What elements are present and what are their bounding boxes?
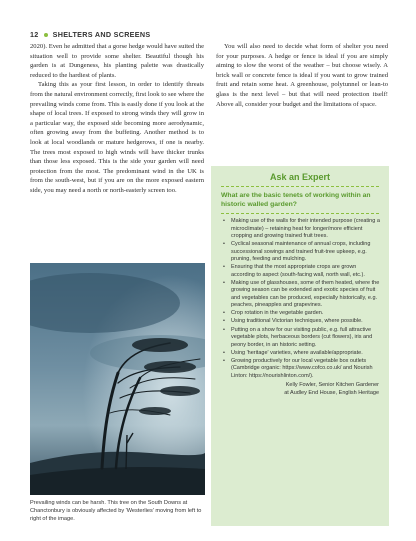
ask-an-expert-box	[211, 166, 389, 526]
list-item: • Crop rotation in the vegetable garden.	[223, 310, 324, 317]
bullet-icon: •	[223, 318, 225, 325]
list-item: • Using 'heritage' varieties, where available/appropriate.	[223, 349, 363, 356]
bullet-icon: •	[223, 241, 225, 248]
paragraph: 2020). Even he admitted that a gorse hedge would have suited the situation well to provide some shelter. Beautiful though his garden is at Dungeness, his planting palette was drastically reduced to the hardiest of plants.	[30, 43, 204, 79]
photo-caption: Prevailing winds can be harsh. This tree on the South Downs at Chanctonbury is obviously affected by 'Westerlies' moving from left to right of the image.	[30, 500, 202, 522]
list-item: • Making use of the walls for their intended purpose (creating a microclimate) – retaining heat for longer/more efficient cropping and growing trained fruit trees.	[223, 218, 380, 239]
list-item: • Growing productively for our local vegetable box outlets (Cambridge organic: https://www.cofco.co.uk/ and Nourish Linton: https://nourishlinton.com/).	[223, 357, 373, 379]
paragraph: Taking this as your first lesson, in order to identify threats from the natural environment correctly, first look to see where the prevailing winds come from. This is easily done if you look at the shape of local trees. If exposed to strong winds they will grow in a particular way, the exposed side becoming more aerodynamic, often growing away from the buffeting. Another method is to look at local woodlands or mature hedgerows, if one is nearby. The trees most exposed to high winds will have thicker trunks than those less exposed. This is the side your garden will need protection from the most. The predominant wind in the UK is from the south-west, but if you are on the more exposed eastern side, you may need a north or north-easterly screen too.	[30, 81, 204, 194]
left-column	[30, 42, 204, 196]
bullet-icon: •	[223, 264, 225, 271]
divider	[221, 186, 379, 187]
list-item: • Putting on a show for our visiting public, e.g. full attractive vegetable plots, herbaceous borders (cut flowers), iris and peony border, in an historic setting.	[223, 326, 373, 348]
list-item: • Cyclical seasonal maintenance of annual crops, including successional sowings and trained fruit-tree upkeep, e.g. pruning, feeding and mulching.	[223, 241, 371, 263]
expert-box-title: Ask an Expert	[269, 172, 331, 182]
divider	[221, 213, 379, 214]
expert-question: What are the basic tenets of working within an historic walled garden?	[221, 192, 371, 208]
bullet-icon: •	[223, 218, 225, 224]
bullet-icon: •	[223, 279, 225, 286]
list-item: • Ensuring that the most appropriate crops are grown according to aspect (south-facing wall, north wall, etc.).	[223, 264, 365, 278]
expert-answer-list	[221, 218, 381, 380]
accent-dot-icon	[44, 33, 48, 37]
expert-signature-name: Kelly Fowler, Senior Kitchen Gardener	[285, 382, 379, 389]
running-header	[30, 30, 150, 39]
bullet-icon: •	[223, 349, 225, 356]
tree-photo	[30, 263, 205, 495]
bullet-icon: •	[223, 326, 225, 333]
paragraph: You will also need to decide what form of shelter you need for your purposes. A hedge or fence is ideal if you are simply aiming to slow the worst of the weather – but choose wisely. A brick wall or concrete fence is ideal if you want to grow trained fruit and retain some heat. A greenhouse, polytunnel or lean-to glass is the next level – but that will need protection itself! Above all, consider your budget and the limitations of space.	[216, 43, 388, 108]
bullet-icon: •	[223, 310, 225, 317]
list-item: • Using traditional Victorian techniques, where possible.	[223, 318, 363, 325]
list-item: • Making use of glasshouses, some of them heated, where the growing season can be extended and exotic species of fruit and vegetables can be produced, especially historically, e.g. peaches, pineapples and grapevines.	[223, 279, 380, 309]
right-column	[216, 42, 388, 109]
expert-signature-place: at Audley End House, English Heritage	[284, 389, 379, 396]
bullet-icon: •	[223, 357, 225, 364]
section-title: SHELTERS AND SCREENS	[52, 30, 151, 39]
page-number: 12	[30, 30, 39, 39]
